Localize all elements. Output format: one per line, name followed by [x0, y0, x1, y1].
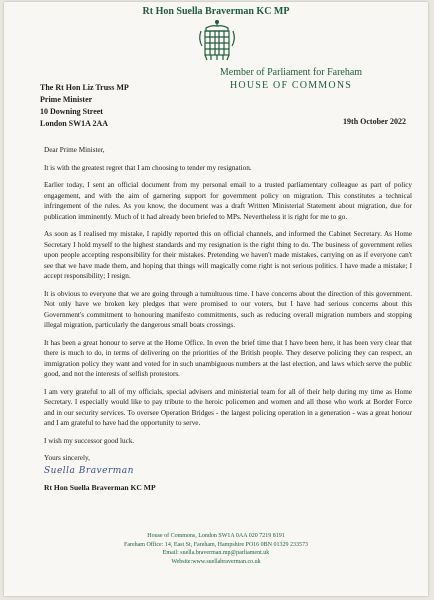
signatory-name: Rt Hon Suella Braverman KC MP [44, 482, 156, 492]
handwritten-signature: Suella Braverman [44, 465, 134, 476]
letterhead-mp-name: Rt Hon Suella Braverman KC MP [142, 6, 290, 17]
letterhead-house: HOUSE OF COMMONS [230, 80, 352, 91]
salutation: Dear Prime Minister, [44, 146, 105, 154]
recipient-line: London SW1A 2AA [40, 119, 109, 128]
paragraph: As soon as I realised my mistake, I rapidly reported this on official channels, and informed the Cabinet Secretary. As Home Secretary I hold myself to the highest standards and my resignation is the right thing to do. The business of government relies upon people accepting responsibility for their mistakes. Pretending we haven't made mistakes, carrying on as if everyone can't see that we have made them, and hoping that things will magically come right is not serious politics. I have made a mistake; I accept responsibility; I resign. [44, 230, 412, 280]
paragraph: I am very grateful to all of my officials, special advisers and ministerial team for all of their help during my time as Home Secretary. I especially would like to pay tribute to the heroic policemen and women and all those who work at Border Force and in our security services. To oversee Operation Bridges - the largest policing operation in a generation - was a great honour and I am grateful to have had the opportunity to serve. [44, 387, 412, 427]
paragraph: It has been a great honour to serve at the Home Office. In even the brief time that I have been here, it has been very clear that there is much to do, in terms of delivering on the priorities of the British people. They deserve policing they can respect, an immigration policy they want and voted for in such unambiguous numbers at the last election, and laws which serve the public good, and not the interests of selfish protestors. [44, 338, 412, 378]
letterhead-constituency: Member of Parliament for Fareham [219, 67, 363, 78]
closing: Yours sincerely, [44, 454, 90, 462]
portcullis-icon [197, 19, 237, 63]
recipient-address [40, 82, 129, 130]
footer-line: Email: suella.braverman.mp@parliament.uk [162, 550, 270, 557]
letter-footer [4, 532, 428, 566]
footer-line: House of Commons, London SW1A 0AA 020 7219 8191 [147, 533, 285, 539]
letter-page [4, 2, 428, 596]
recipient-line: Prime Minister [40, 95, 93, 104]
recipient-line: 10 Downing Street [40, 107, 103, 116]
paragraph: Earlier today, I sent an official document from my personal email to a trusted parliamentary colleague as part of policy engagement, and with the aim of garnering support for government policy on migration. This constitutes a technical infringement of the rules. As you know, the document was a draft Written Ministerial Statement about migration, due for publication imminently. Much of it had already been briefed to MPs. Nevertheless it is right for me to go. [44, 181, 412, 221]
paragraph: I wish my successor good luck. [44, 436, 135, 445]
paragraph: It is with the greatest regret that I am choosing to tender my resignation. [44, 163, 252, 172]
recipient-line: The Rt Hon Liz Truss MP [40, 83, 129, 92]
letter-body [44, 145, 412, 493]
footer-line: Website:www.suellabraverman.co.uk [171, 558, 261, 565]
paragraph: It is obvious to everyone that we are going through a tumultuous time. I have concerns about the direction of this government. Not only have we broken key pledges that were promised to our voters, but I have had serious concerns about this Government's commitment to honouring manifesto commitments, such as reducing overall migration numbers and stopping illegal migration, particularly the dangerous small boats crossings. [44, 289, 412, 329]
footer-line: Fareham Office: 14, East St, Fareham, Hampshire PO16 0BN 01329 233573 [123, 541, 309, 548]
letter-date: 19th October 2022 [343, 117, 406, 126]
